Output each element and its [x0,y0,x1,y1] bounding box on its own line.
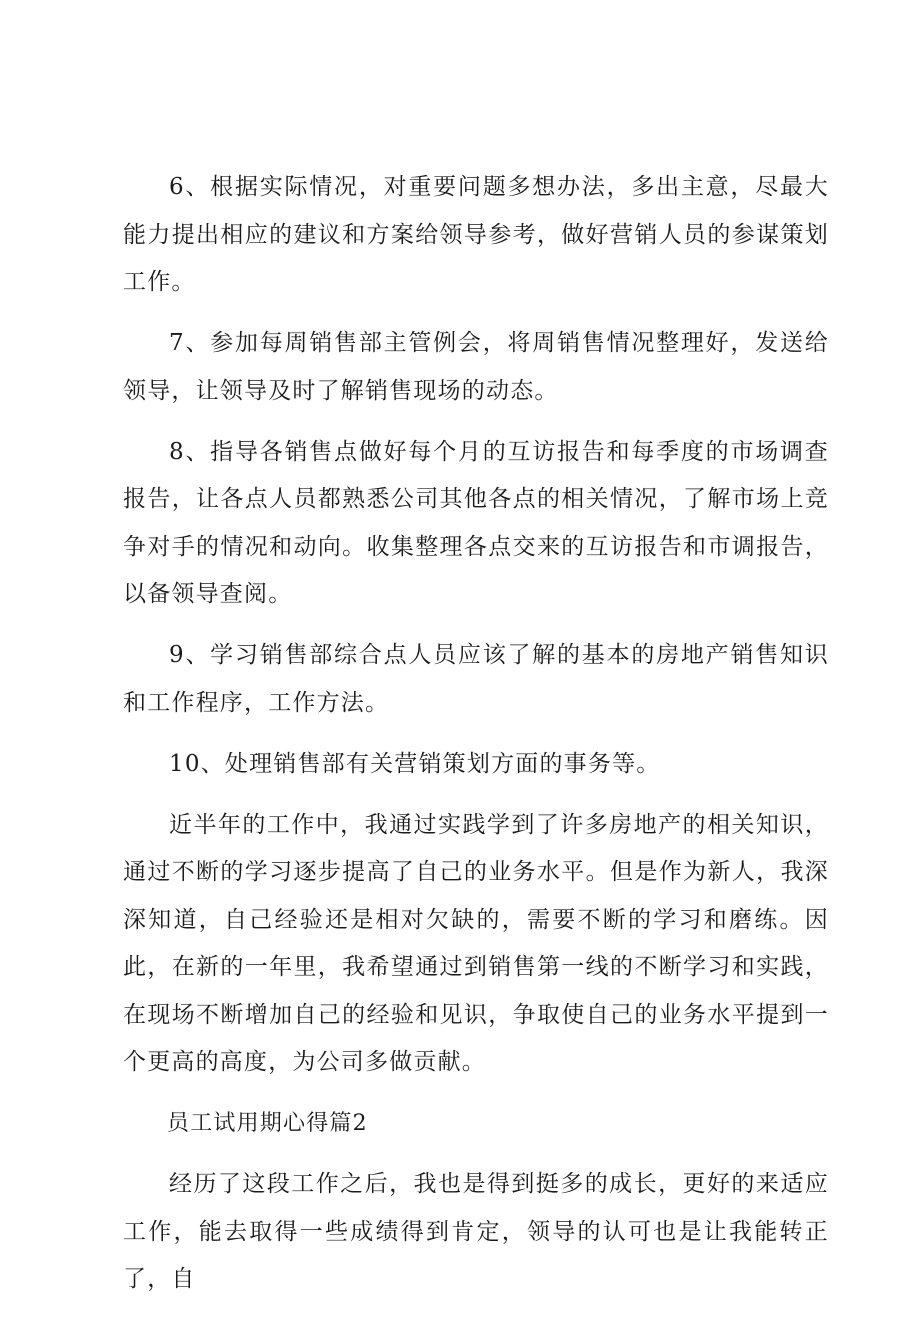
paragraph-item-7: 7、参加每周销售部主管例会，将周销售情况整理好，发送给领导，让领导及时了解销售现场的动态。 [123,330,829,404]
document-body [123,164,829,1317]
paragraph-item-6: 6、根据实际情况，对重要问题多想办法，多出主意，尽最大能力提出相应的建议和方案给领导参考，做好营销人员的参谋策划工作。 [123,174,829,295]
paragraph-item-8: 8、指导各销售点做好每个月的互访报告和每季度的市场调查报告，让各点人员都熟悉公司其他各点的相关情况，了解市场上竞争对手的情况和动向。收集整理各点交来的互访报告和市调报告，以备领导查阅。 [123,438,829,607]
paragraph-summary: 近半年的工作中，我通过实践学到了许多房地产的相关知识，通过不断的学习逐步提高了自己的业务水平。但是作为新人，我深深知道，自己经验还是相对欠缺的，需要不断的学习和磨练。因此，在新的一年里，我希望通过到销售第一线的不断学习和实践，在现场不断增加自己的经验和见识，争取使自己的业务水平提到一个更高的高度，为公司多做贡献。 [123,811,829,1075]
paragraph-item-9: 9、学习销售部综合点人员应该了解的基本的房地产销售知识和工作程序，工作方法。 [123,642,829,716]
paragraph-item-10: 10、处理销售部有关营销策划方面的事务等。 [169,750,661,777]
paragraph-section-2-intro: 经历了这段工作之后，我也是得到挺多的成长，更好的来适应工作，能去取得一些成绩得到肯定，领导的认可也是让我能转正了，自 [123,1171,829,1292]
section-heading: 员工试用期心得篇2 [167,1111,368,1136]
